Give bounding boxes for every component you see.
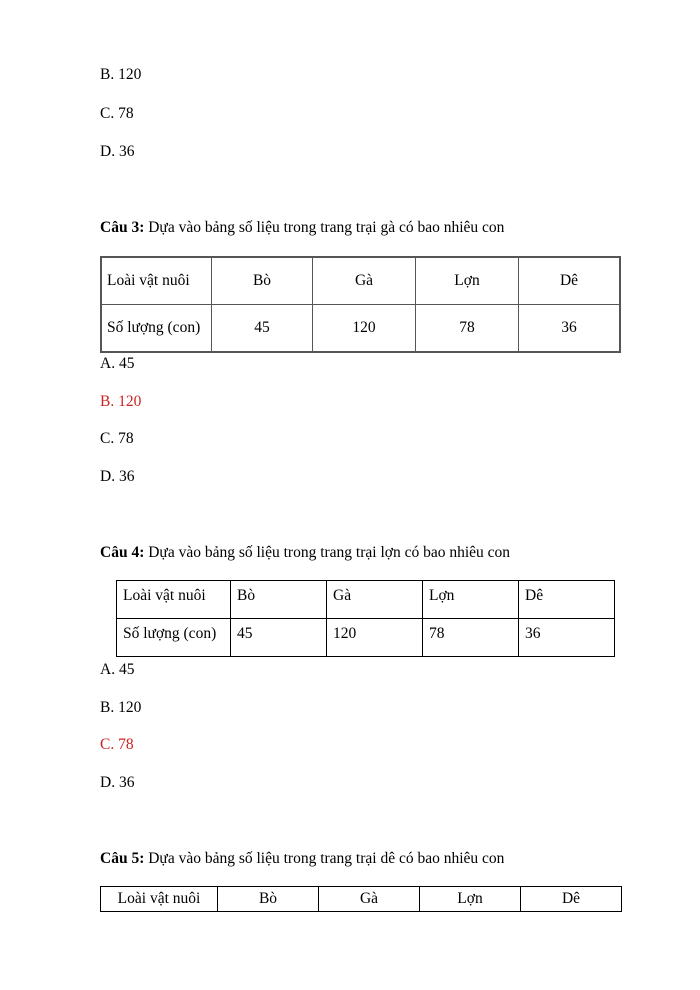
table-cell: Số lượng (con) [117,619,231,657]
question-3-option-d: D. 36 [100,468,135,485]
table-row [117,581,615,619]
question-4-option-c-correct: C. 78 [100,736,134,753]
table-cell: 36 [519,305,621,353]
table-cell: 45 [231,619,327,657]
table-cell: Lợn [420,887,521,912]
table-cell: 120 [313,305,416,353]
question-4 [100,544,510,562]
question-3-option-c: C. 78 [100,430,134,447]
table-row [101,887,622,912]
question-3-label: Câu 3: [100,219,145,236]
question-3-option-b-correct: B. 120 [100,393,142,410]
table-row [101,305,620,353]
table-cell: Lợn [423,581,519,619]
question-4-option-a: A. 45 [100,661,135,678]
question-3-table [100,256,621,353]
table-cell: Lợn [416,257,519,305]
table-cell: Bò [212,257,313,305]
question-4-option-d: D. 36 [100,774,135,791]
table-cell: Dê [519,257,621,305]
prev-option-c: C. 78 [100,105,134,122]
table-cell: Gà [319,887,420,912]
question-4-table [116,580,615,657]
question-3 [100,219,504,237]
question-4-text: Dựa vào bảng số liệu trong trang trại lợn có bao nhiêu con [144,544,511,561]
table-cell: 45 [212,305,313,353]
question-4-option-b: B. 120 [100,699,142,716]
table-cell: Bò [231,581,327,619]
table-row [101,257,620,305]
table-cell: 120 [327,619,423,657]
question-5-label: Câu 5: [100,850,145,867]
question-5-table [100,886,622,912]
table-cell: 78 [416,305,519,353]
table-cell: 78 [423,619,519,657]
question-4-label: Câu 4: [100,544,145,561]
table-cell: Gà [313,257,416,305]
question-5 [100,850,504,868]
table-cell: Loài vật nuôi [117,581,231,619]
table-cell: Loài vật nuôi [101,257,212,305]
table-cell: Loài vật nuôi [101,887,218,912]
question-3-option-a: A. 45 [100,355,135,372]
prev-option-b: B. 120 [100,66,142,83]
table-cell: Dê [521,887,622,912]
table-cell: Số lượng (con) [101,305,212,353]
table-row [117,619,615,657]
prev-option-d: D. 36 [100,143,135,160]
table-cell: Bò [218,887,319,912]
question-3-text: Dựa vào bảng số liệu trong trang trại gà có bao nhiêu con [144,219,505,236]
table-cell: Dê [519,581,615,619]
table-cell: Gà [327,581,423,619]
table-cell: 36 [519,619,615,657]
question-5-text: Dựa vào bảng số liệu trong trang trại dê có bao nhiêu con [144,850,505,867]
